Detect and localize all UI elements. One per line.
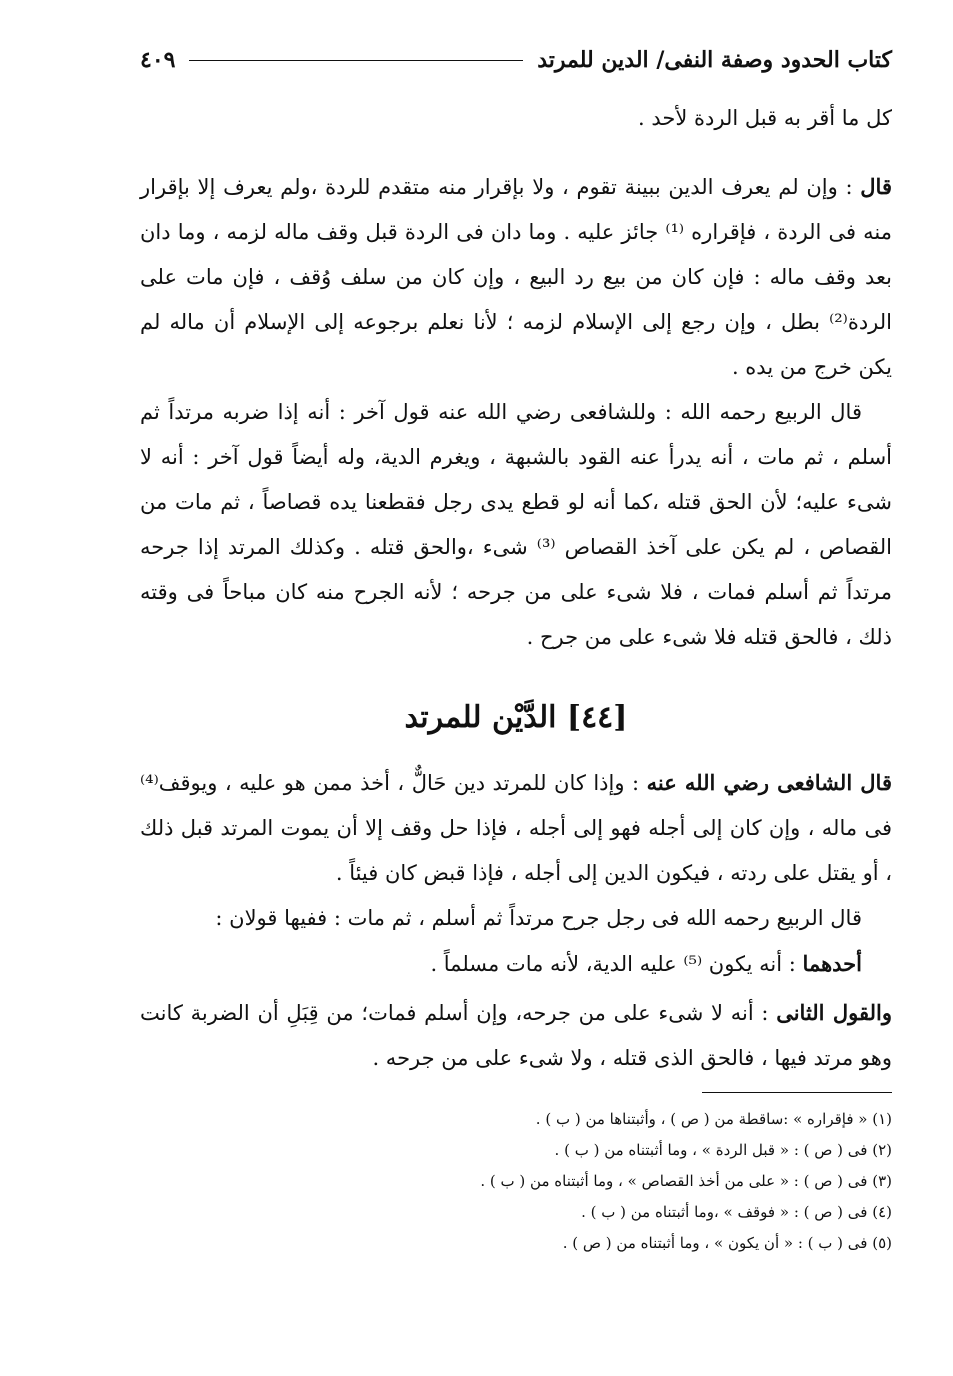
paragraph-lead: قال الشافعى رضي الله عنه — [646, 770, 892, 795]
header-rule — [189, 60, 523, 61]
paragraph-1 — [140, 96, 892, 141]
paragraph-text: قال الربيع رحمه الله : وللشافعى رضي الله عنه قول آخر : أنه إذا ضربه مرتداً ثم أسلم ، ثم مات ، أنه يدرأ عنه القود بالشبهة ، ويغرم الدية، وله أيضاً قول آخر : أنه لا شىء عليه؛ لأن الحق قتله ،كما أنه لو قطع يدى رجل فقطعنا يده قصاصاً ، ثم مات من القصاص ، لم يكن على آخذ القصاص ⁽³⁾ شىء ،والحق قتله . وكذلك المرتد إذا جرحه مرتداً ثم أسلم فمات ، فلا شىء على من جرحه ؛ لأنه الجرح منه كان مباحاً فى وقته ذلك ، فالحق قتله فلا شىء على من جرح . — [140, 400, 893, 649]
footnote-5: (٥) فى ( ب ) : « أن يكون » ، وما أثبتناه من ( ص ) . — [562, 1234, 892, 1252]
section-paragraph-3 — [140, 941, 892, 987]
page-header — [140, 40, 892, 80]
footnote-2: (٢) فى ( ص ) : « قبل الردة » ، وما أثبتناه من ( ب ) . — [554, 1141, 892, 1159]
paragraph-text: : وإذا كان للمرتد دين حَالٌّ ، أخذ ممن هو عليه ، ويوقف⁽⁴⁾ فى ماله ، وإن كان إلى أجله فهو إلى أجله ، فإذا حل وقف إلا أن يموت المرتد قبل ذلك ، أو يقتل على ردته ، فيكون الدين إلى أجله ، فإذا قبض كان فيئاً . — [140, 771, 892, 885]
paragraph-text: : وإن لم يعرف الدين ببينة تقوم ، ولا بإقرار منه متقدم للردة ،ولم يعرف إلا بإقرار منه فى الردة ، فإقراره ⁽¹⁾ جائز عليه . وما دان فى الردة قبل وقف ماله لزمه ، وما دان بعد وقف ماله : فإن كان من بيع رد البيع ، وإن كان من سلف وُقف ، فإن مات على الردة⁽²⁾ بطل ، وإن رجع إلى الإسلام لزمه ؛ لأنا نعلم برجوعه إلى الإسلام أن ماله لم يكن خرج من يده . — [140, 175, 892, 379]
footnote-3: (٣) فى ( ص ) : « على من أخذ القصاص » ، وما أثبتناه من ( ب ) . — [480, 1172, 892, 1190]
running-title: كتاب الحدود وصفة النفى/ الدين للمرتد — [537, 47, 892, 73]
book-page — [140, 40, 892, 1340]
section-paragraph-4 — [140, 990, 892, 1081]
footnotes — [140, 1104, 892, 1259]
section-heading: [٤٤] الدَّيْن للمرتد — [404, 700, 628, 735]
section-paragraph-1 — [140, 760, 892, 896]
paragraph-text: كل ما أقر به قبل الردة لأحد . — [638, 106, 892, 130]
paragraph-2 — [140, 164, 892, 390]
paragraph-text: قال الربيع رحمه الله فى رجل جرح مرتداً ثم أسلم ، ثم مات : ففيها قولان : — [215, 906, 862, 930]
section-paragraph-2 — [140, 896, 892, 941]
paragraph-text: : أنه يكون ⁽⁵⁾ عليه الدية، لأنه مات مسلماً . — [430, 952, 796, 976]
paragraph-lead: أحدهما — [802, 951, 862, 976]
footnote-rule — [702, 1092, 892, 1093]
page-number: ٤٠٩ — [140, 47, 176, 73]
footnote-1: (١) « فإقراره » :ساقطة من ( ص ) ، وأثبتناها من ( ب ) . — [535, 1110, 892, 1128]
footnote-4: (٤) فى ( ص ) : « فوقف » ،وما أثبتناه من ( ب ) . — [581, 1203, 892, 1221]
paragraph-lead: والقول الثانى — [776, 1000, 892, 1025]
paragraph-3 — [140, 390, 892, 660]
paragraph-lead: قال — [860, 174, 892, 199]
paragraph-text: : أنه لا شىء على من جرحه، وإن أسلم فمات؛ من قِبَلِ أن الضربة كانت وهو مرتد فيها ، فالحق الذى قتله ، ولا شىء على من جرحه . — [140, 1001, 892, 1070]
